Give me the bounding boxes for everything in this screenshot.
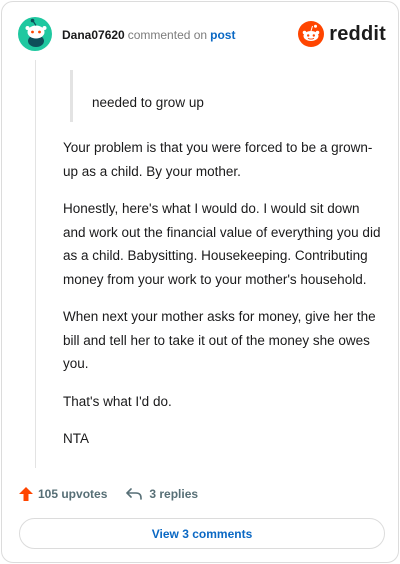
upvote-count: 105 upvotes xyxy=(38,487,108,501)
comment-card xyxy=(1,1,399,563)
author-name[interactable]: Dana07620 xyxy=(62,28,125,42)
quote-text: needed to grow up xyxy=(92,95,204,110)
comment-paragraph: That's what I'd do. xyxy=(63,393,172,409)
comment-body xyxy=(63,136,383,465)
view-comments-button[interactable]: View 3 comments xyxy=(19,518,385,549)
comment-paragraph: Honestly, here's what I would do. I would sit down and work out the financial value of everything you did as a child. Babysitting. Housekeeping. Contributing money from your work to your mother's household. xyxy=(63,201,381,287)
comment-header xyxy=(18,17,386,53)
reply-button[interactable] xyxy=(125,486,198,502)
comment-actions xyxy=(18,484,198,504)
upvote-arrow-icon xyxy=(18,486,34,502)
quoted-text xyxy=(70,70,370,122)
reddit-logo-icon xyxy=(298,21,324,47)
comment-paragraph: Your problem is that you were forced to be a grown-up as a child. By your mother. xyxy=(63,140,373,179)
reddit-logo[interactable] xyxy=(298,20,386,48)
snoo-avatar-icon xyxy=(18,17,52,51)
reddit-wordmark: reddit xyxy=(329,22,386,45)
comment-paragraph: When next your mother asks for money, give her the bill and tell her to take it out of the money she owes you. xyxy=(63,309,376,371)
commented-on-text: commented on xyxy=(127,28,208,42)
thread-line xyxy=(35,60,36,468)
reply-arrow-icon xyxy=(125,486,143,502)
post-link[interactable]: post xyxy=(210,28,236,42)
comment-paragraph: NTA xyxy=(63,431,89,446)
avatar[interactable] xyxy=(18,17,52,51)
reply-count: 3 replies xyxy=(149,487,199,501)
upvote-button[interactable] xyxy=(18,486,107,502)
author-line xyxy=(62,28,235,42)
